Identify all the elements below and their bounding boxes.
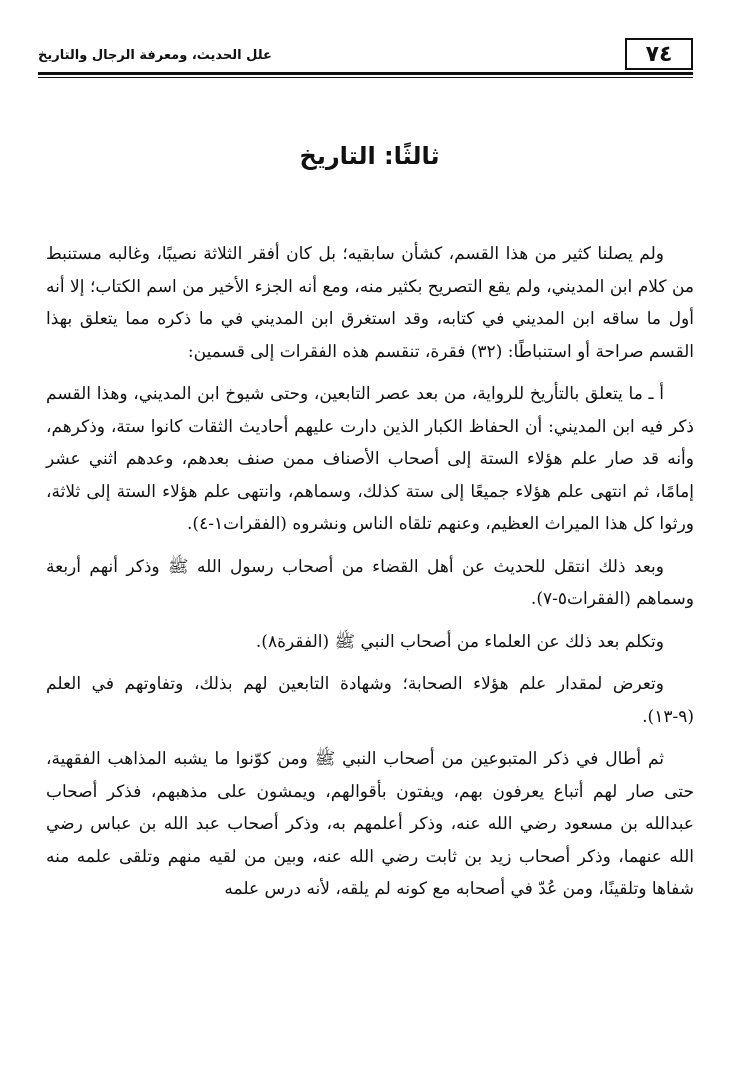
paragraph-part-a: أ ـ ما يتعلق بالتأريخ للرواية، من بعد عصر التابعين، وحتى شيوخ ابن المديني، وهذا القسم ذكر فيه ابن المديني: أن الحفاظ الكبار الذين دارت عليهم أحاديث الثقات كانوا ستة، وذكرهم، وأنه قد صار علم هؤلاء الستة إلى أصحاب الأصناف ممن صنف بعدهم، وعدهم اثني عشر إمامًا، ثم انتهى علم هؤلاء جميعًا إلى ستة كذلك، وسماهم، وانتهى علم هؤلاء الستة إلى ثلاثة، ورثوا كل هذا الميراث العظيم، وعنهم تلقاه الناس ونشروه (الفقرات١-٤). — [46, 384, 694, 534]
section-title: ثالثًا: التاريخ — [299, 142, 440, 170]
page-header — [38, 38, 693, 78]
paragraph-scholars: وتكلم بعد ذلك عن العلماء من أصحاب النبي ﷺ (الفقرة٨). — [255, 631, 664, 652]
running-title: علل الحديث، ومعرفة الرجال والتاريخ — [38, 48, 272, 63]
paragraph-followed-companions: ثم أطال في ذكر المتبوعين من أصحاب النبي ﷺ ومن كوّنوا ما يشبه المذاهب الفقهية، حتى صار لهم أتباع يعرفون بهم، ويفتون بأقوالهم، ويمشون على مذهبهم، فذكر أصحاب عبدالله بن مسعود رضي الله عنه، وذكر أعلمهم به، وذكر أصحاب عبد الله بن عباس رضي الله عنهما، وذكر أصحاب زيد بن ثابت رضي الله عنه، وبين من لقيه منهم وتلقى علمه منه شفاها وتلقينًا، ومن عُدّ في أصحابه مع كونه لم يلقه، لأنه درس علمه — [46, 749, 694, 899]
page-number: ٧٤ — [625, 38, 693, 70]
paragraph-knowledge-extent: وتعرض لمقدار علم هؤلاء الصحابة؛ وشهادة التابعين لهم بذلك، وتفاوتهم في العلم (٩-١٣). — [46, 674, 694, 727]
paragraph-judges: وبعد ذلك انتقل للحديث عن أهل القضاء من أصحاب رسول الله ﷺ وذكر أنهم أربعة وسماهم (الفقرات٥-٧). — [46, 556, 694, 609]
body-text — [46, 238, 694, 916]
header-divider — [38, 72, 693, 78]
paragraph-intro: ولم يصلنا كثير من هذا القسم، كشأن سابقيه؛ بل كان أفقر الثلاثة نصيبًا، وغالبه مستنبط من كلام ابن المديني، ولم يقع التصريح بكثير منه، ومع أنه الجزء الأخير من اسم الكتاب؛ إلا أنه أول ما ساقه ابن المديني في كتابه، وقد استغرق ابن المديني في ما ذكره مما يتعلق بهذا القسم صراحة أو استنباطًا: (٣٢) فقرة، تنقسم هذه الفقرات إلى قسمين: — [46, 244, 694, 362]
